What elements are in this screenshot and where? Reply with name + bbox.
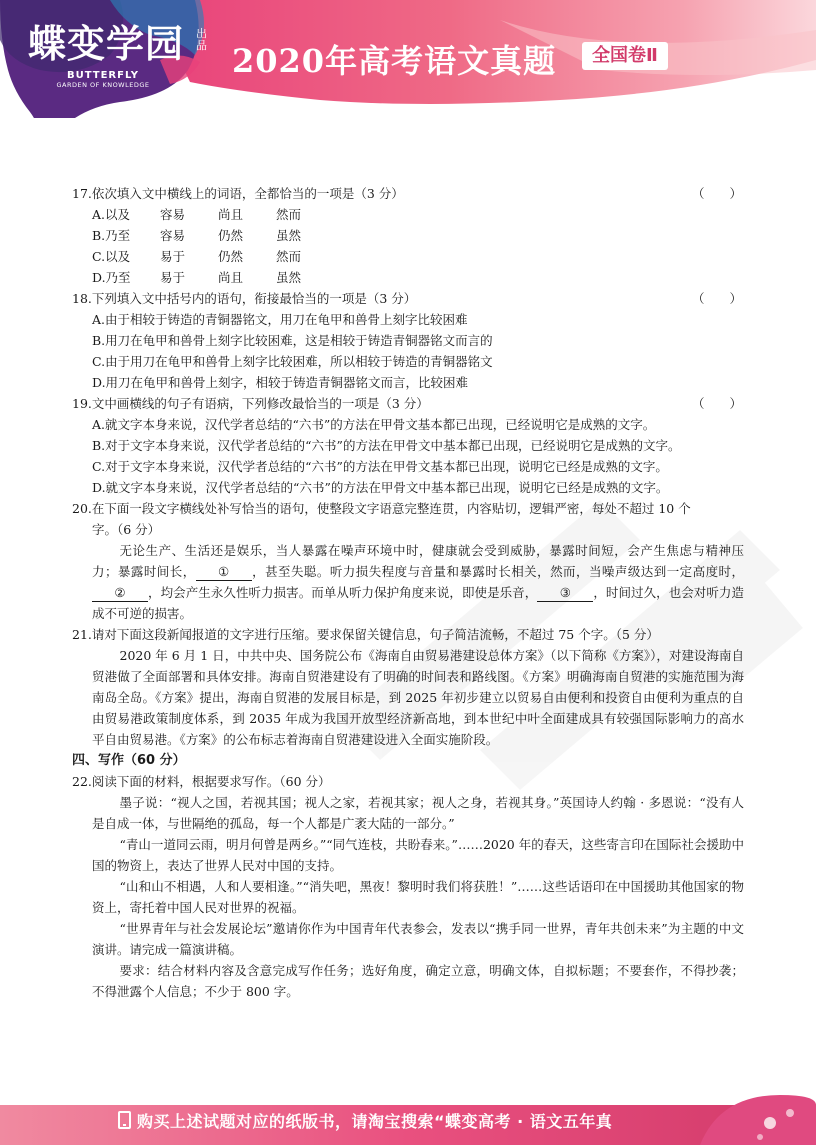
option-word: 易于 (160, 270, 186, 285)
option-word: 易于 (160, 249, 186, 264)
option-d (72, 267, 744, 288)
option-a: A.由于相较于铸造的青铜器铭文，用刀在龟甲和兽骨上刻字比较困难 (92, 312, 468, 327)
material-paragraph: “世界青年与社会发展论坛”邀请你作为中国青年代表参会，发表以“携手同一世界，青年共创未来”为主题的中文演讲。请完成一篇演讲稿。 (92, 921, 744, 957)
page-header (0, 0, 816, 118)
option-word: 尚且 (218, 207, 244, 222)
option-d: D.用刀在龟甲和兽骨上刻字，相较于铸造青铜器铭文而言，比较困难 (92, 375, 469, 390)
question-stem-continued: 字。（6 分） (92, 522, 161, 537)
option-word: C.以及 (92, 249, 131, 264)
brand-english-name: BUTTERFLY (66, 70, 140, 81)
passage-text: ，时间过久，也会对听力造成不可逆的损害。 (92, 585, 744, 621)
option-word: 虽然 (276, 270, 302, 285)
material-paragraph: “青山一道同云雨，明月何曾是两乡。”“同气连枝，共盼春来。”……2020 年的春天，这些寄言印在国际社会援助中国的物资上，表达了世界人民对中国的支持。 (92, 837, 744, 873)
page-title: 2020年高考语文真题 (232, 42, 557, 80)
question-21 (72, 624, 744, 750)
brand-logo (28, 22, 207, 89)
question-18 (72, 288, 744, 393)
option-word: 然而 (276, 249, 302, 264)
question-22 (72, 771, 744, 1002)
question-17 (72, 183, 744, 288)
writing-requirements: 要求：结合材料内容及含意完成写作任务；选好角度，确定立意，明确文体，自拟标题；不要套作，不得抄袭；不得泄露个人信息；不少于 800 字。 (92, 963, 744, 999)
option-word: 然而 (276, 207, 302, 222)
passage-text: 无论生产、生活还是娱乐，当人暴露在噪声环境中时，健康就会受到威胁，暴露时间短，会产生焦虑与精神压力；暴露时间长， (92, 543, 744, 579)
fill-blank-2: ② (92, 584, 148, 602)
option-word: 虽然 (276, 228, 302, 243)
question-passage (72, 540, 744, 624)
question-stem: 19.文中画横线的句子有语病，下列修改最恰当的一项是（3 分） (72, 396, 429, 411)
question-stem: 21.请对下面这段新闻报道的文字进行压缩。要求保留关键信息，句子简洁流畅，不超过 75 个字。（5 分） (72, 627, 659, 642)
option-c (72, 246, 744, 267)
question-20 (72, 498, 744, 624)
option-b: B.对于文字本身来说，汉代学者总结的“六书”的方法在甲骨文中基本都已出现，已经说明它是成熟的文字。 (92, 438, 681, 453)
material-paragraph: 墨子说：“视人之国，若视其国；视人之家，若视其家；视人之身，若视其身。”英国诗人约翰 · 多恩说：“没有人是自成一体，与世隔绝的孤岛，每一个人都是广袤大陆的一部分。” (92, 795, 744, 831)
question-stem: 17.依次填入文中横线上的词语，全都恰当的一项是（3 分） (72, 186, 404, 201)
option-word: B.乃至 (92, 228, 131, 243)
option-d: D.就文字本身来说，汉代学者总结的“六书”的方法在甲骨文中基本都已出现，说明它已经是成熟的文字。 (92, 480, 669, 495)
passage-text: ，甚至失聪。听力损失程度与音量和暴露时长相关，然而，当噪声级达到一定高度时， (251, 564, 744, 579)
answer-bracket: （ ） (691, 396, 742, 411)
news-passage: 2020 年 6 月 1 日，中共中央、国务院公布《海南自由贸易港建设总体方案》（以下简称《方案》），对建设海南自贸港做了全面部署和具体安排。海南自贸港建设有了明确的时间表和路线图。《方案》明确海南自贸港的实施范围为海南岛全岛。《方案》提出，海南自贸港的发展目标是，到 2025 年初步建立以贸易自由便利和投资自由便利为重点的自由贸易港政策制度体系，到 2035 年成为我国开放型经济新高地，到本世纪中叶全面建成具有较强国际影响力的高水平自由贸易港。《方案》的公布标志着海南自贸港建设进入全面实施阶段。 (92, 648, 744, 747)
brand-name: 蝶变学园 (28, 22, 185, 66)
exam-paper-badge: 全国卷Ⅱ (582, 42, 668, 70)
phone-icon (118, 1111, 131, 1129)
option-word: 容易 (160, 228, 186, 243)
option-word: 仍然 (218, 249, 244, 264)
option-word: 仍然 (218, 228, 244, 243)
option-a (72, 204, 744, 225)
footer-text: 购买上述试题对应的纸版书，请淘宝搜索“蝶变高考 · 语文五年真 (137, 1112, 613, 1131)
fill-blank-3: ③ (537, 584, 593, 602)
option-word: A.以及 (92, 207, 131, 222)
option-b (72, 225, 744, 246)
question-stem: 20.在下面一段文字横线处补写恰当的语句，使整段文字语意完整连贯，内容贴切，逻辑严密，每处不超过 10 个 (72, 501, 691, 516)
answer-bracket: （ ） (691, 291, 742, 306)
option-word: 容易 (160, 207, 186, 222)
passage-text: ，均会产生永久性听力损害。而单从听力保护角度来说，即使是乐音， (148, 585, 538, 600)
question-19 (72, 393, 744, 498)
footer-purchase-notice (118, 1109, 612, 1132)
option-a: A.就文字本身来说，汉代学者总结的“六书”的方法在甲骨文基本都已出现，已经说明它是成熟的文字。 (92, 417, 656, 432)
question-stem: 22.阅读下面的材料，根据要求写作。（60 分） (72, 774, 331, 789)
section-heading-writing: 四、写作（60 分） (72, 753, 186, 768)
option-word: 尚且 (218, 270, 244, 285)
page-footer (0, 1095, 816, 1145)
option-c: C.对于文字本身来说，汉代学者总结的“六书”的方法在甲骨文基本都已出现，说明它已经是成熟的文字。 (92, 459, 668, 474)
answer-bracket: （ ） (691, 186, 742, 201)
fill-blank-1: ① (196, 563, 252, 581)
brand-tag: 出品 (196, 27, 207, 52)
material-paragraph: “山和山不相遇，人和人要相逢。”“消失吧，黑夜！黎明时我们将获胜！”……这些话语印在中国援助其他国家的物资上，寄托着中国人民对世界的祝福。 (92, 879, 744, 915)
option-c: C.由于用刀在龟甲和兽骨上刻字比较困难，所以相较于铸造的青铜器铭文 (92, 354, 493, 369)
option-b: B.用刀在龟甲和兽骨上刻字比较困难，这是相较于铸造青铜器铭文而言的 (92, 333, 493, 348)
exam-content (72, 183, 744, 1002)
brand-english-subtitle: GARDEN OF KNOWLEDGE (56, 81, 150, 89)
option-word: D.乃至 (92, 270, 131, 285)
question-stem: 18.下列填入文中括号内的语句，衔接最恰当的一项是（3 分） (72, 291, 417, 306)
